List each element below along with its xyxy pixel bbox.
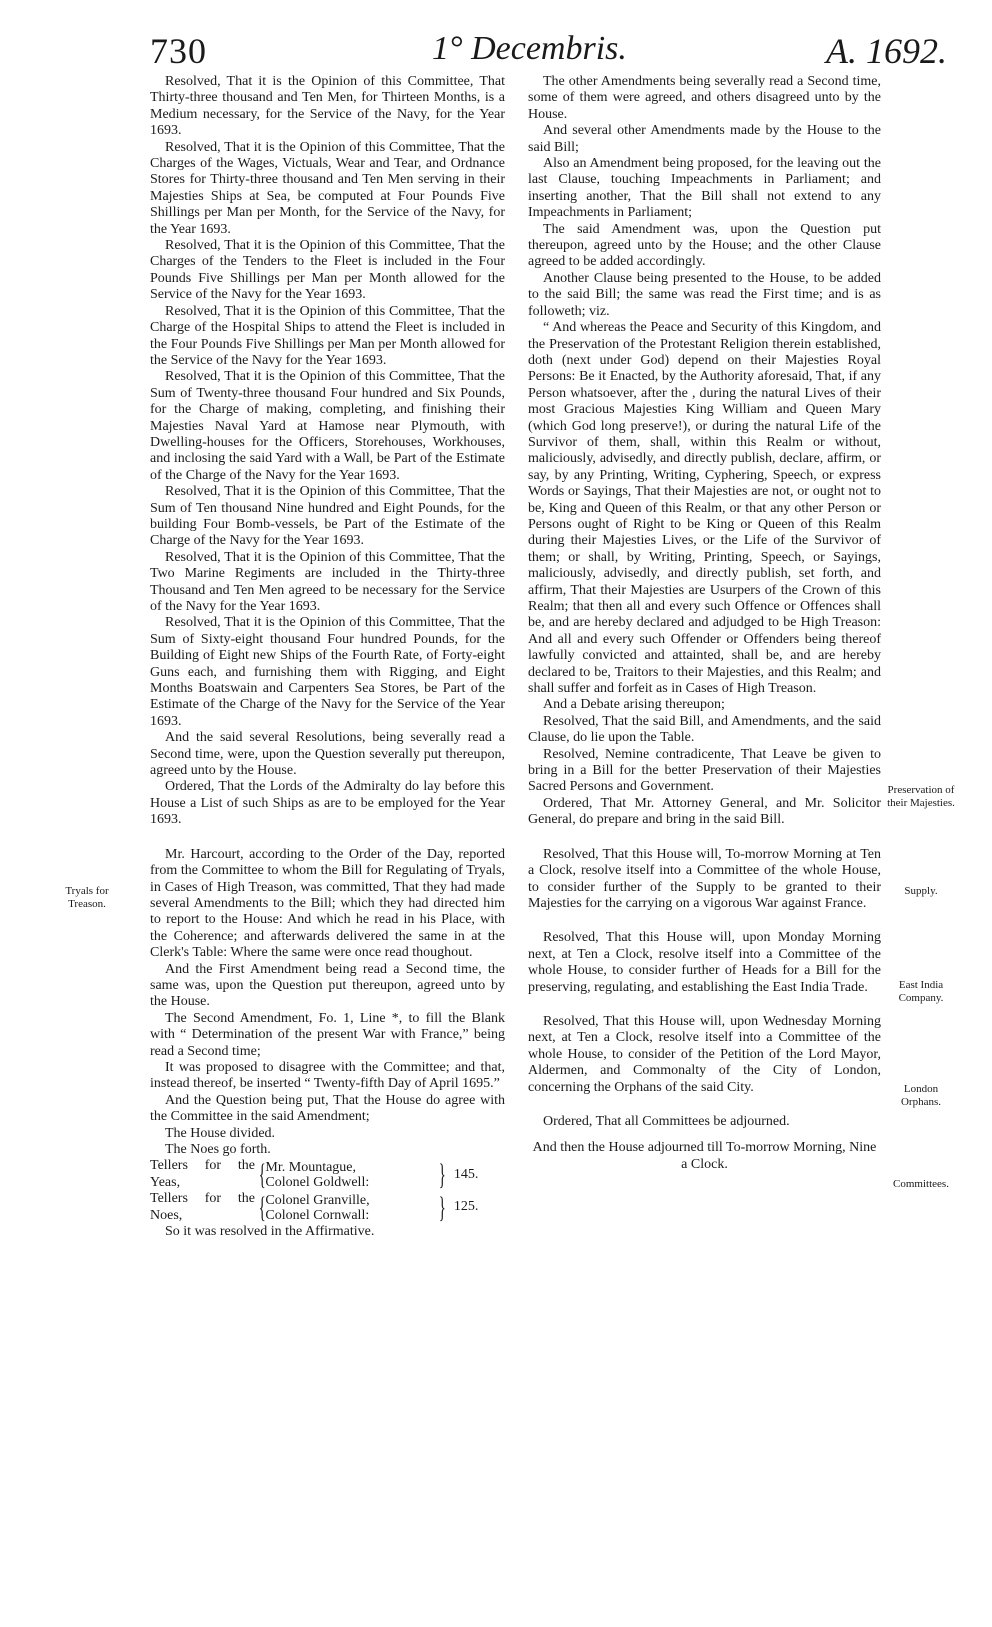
paragraph: Resolved, That it is the Opinion of this Committee, That the Charge of the Hospital Ships to attend the Fleet is included in the Four Pounds Five Shillings per Man per Month allowed for the Service of the Navy for the Year 1693. [150, 303, 505, 368]
paragraph: Resolved, That it is the Opinion of this Committee, That the Two Marine Regiments are included in the Thirty-three Thousand and Ten Men agreed to be necessary for the Service of the Navy for the Year 1693. [150, 549, 505, 614]
margin-note-london: London Orphans. [900, 1083, 942, 1108]
tellers-noes-label: Tellers for the Noes, [150, 1191, 255, 1223]
tellers-yeas-count: 145. [453, 1166, 479, 1182]
tellers-noes-count: 125. [453, 1199, 479, 1215]
paragraph: Resolved, That it is the Opinion of this Committee, That the Sum of Sixty-eight thousand Four hundred Pounds, for the Building of Eight new Ships of the Fourth Rate, of Forty-eight Guns each, and furnishing them with Rigging, and Eight Months Boatswain and Carpenters Sea Stores, be Part of the Estimate of the Charge of the Navy for the Service of the Year 1693. [150, 615, 505, 729]
paragraph: Ordered, That the Lords of the Admiralty do lay before this House a List of such Ships as are to be employed for the Year 1693. [150, 779, 505, 828]
paragraph: Mr. Harcourt, according to the Order of the Day, reported from the Committee to whom the Bill for Regulating of Tryals, in Cases of High Treason, was committed, That they had made several Amendments to the Bill; which they had directed him to report to the House: And which he read in his Place, with the Coherence; and afterwards delivered the same in at the Clerk's Table: Where the same were once read thoughout. [150, 846, 505, 961]
teller-name: Mr. Mountague, [265, 1159, 357, 1175]
paragraph: Also an Amendment being proposed, for the leaving out the last Clause, touching Impeachments in Parliament; and inserting another, That the Bill shall not extend to any Impeachments in Parliament; [528, 156, 881, 221]
brace-open: { [258, 1157, 266, 1191]
paragraph: The said Amendment was, upon the Question put thereupon, agreed unto by the House; and the other Clause agreed to be added accordingly. [528, 221, 881, 270]
page-year: A. 1692. [826, 31, 947, 71]
paragraph: The other Amendments being severally read a Second time, some of them were agreed, and others disagreed unto by the House. [528, 74, 881, 122]
brace-close: } [439, 1157, 447, 1191]
paragraph: So it was resolved in the Affirmative. [165, 1224, 375, 1240]
tellers-yeas-names [265, 1160, 435, 1190]
paragraph: And then the House adjourned till To-morrow Morning, Nine a Clock. [532, 1140, 877, 1172]
paragraph: Resolved, That this House will, upon Monday Morning next, at Ten a Clock, resolve itself into a Committee of the whole House, to consider further of Heads for a Bill for the preserving, regulating, and establishing the East India Trade. [528, 930, 881, 995]
paragraph: And a Debate arising thereupon; [543, 697, 725, 713]
paragraph: Resolved, That it is the Opinion of this Committee, That the Charges of the Tenders to the Fleet is included in the Four Pounds Five Shillings per Man per Month allowed for the Service of the Navy for the Year 1693. [150, 238, 505, 303]
paragraph: Ordered, That all Committees be adjourned. [543, 1113, 790, 1129]
margin-note-east-india: East India Company. [898, 979, 944, 1004]
page-date: 1° Decembris. [432, 30, 627, 67]
paragraph: It was proposed to disagree with the Committee; and that, instead thereof, be inserted “ Twenty-fifth Day of April 1695.” [150, 1059, 505, 1092]
teller-name: Colonel Cornwall: [265, 1207, 370, 1223]
paragraph: The House divided. [165, 1125, 276, 1141]
paragraph: “ And whereas the Peace and Security of this Kingdom, and the Preservation of the Protestant Religion therein established, doth (next under God) depend on their Majesties Royal Persons: Be it Enacted, by the Authority aforesaid, That, if any Person whatsoever, after the , during the natural Lives of their most Gracious Majesties King William and Queen Mary (which God long preserve!), or during the natural Life of the Survivor of them, shall, within this Realm or without, maliciously, advisedly, and directly publish, declare, affirm, or say, by any Printing, Writing, Cyphering, Speech, or express Words or Sayings, That their Majesties are not, or ought not to be, King and Queen of this Realm, or that any other Person or Persons ought of Right to be King or Queen of this Realm during their Majesties Lives, or the Life of the Survivor of them; or shall, by Writing, Printing, Speech, or Sayings, maliciously, advisedly, and directly publish, set forth, and affirm, That their Majesties are Usurpers of the Crown of this Realm; that then all and every such Offence or Offences shall be, and are hereby declared and adjudged to be High Treason: And all and every such Offender or Offenders being thereof lawfully convicted and attainted, shall be, and are hereby declared to be, Traitors to their Majesties, and this Realm; and shall suffer and forfeit as in Cases of High Treason. [528, 320, 881, 697]
tellers-noes [150, 1191, 505, 1224]
tellers-yeas-label: Tellers for the Yeas, [150, 1158, 255, 1190]
teller-name: Colonel Granville, [265, 1192, 370, 1208]
tellers-yeas [150, 1158, 505, 1191]
paragraph: The Noes go forth. [165, 1142, 271, 1157]
left-column [150, 74, 505, 1240]
paragraph: Resolved, That it is the Opinion of this Committee, That the Sum of Ten thousand Nine hundred and Eight Pounds, for the building Four Bomb-vessels, be Part of the Estimate of the Charge of the Navy for the Year 1693. [150, 484, 505, 549]
paragraph: And the Question being put, That the House do agree with the Committee in the said Amendment; [150, 1092, 505, 1125]
paragraph: Another Clause being presented to the House, to be added to the said Bill; the same was read the First time; and is as followeth; viz. [528, 270, 881, 319]
paragraph: Resolved, That it is the Opinion of this Committee, That the Sum of Twenty-three thousand Four hundred and Six Pounds, for the Charge of making, completing, and finishing their Majesties Naval Yard at Hamose near Plymouth, with Dwelling-houses for the Officers, Storehouses, Workhouses, and inclosing the said Yard with a Wall, be Part of the Estimate of the Charge of the Navy for the Year 1693. [150, 369, 505, 483]
margin-note-preservation: Preservation of their Majesties. [887, 784, 955, 809]
tellers-noes-names [265, 1193, 435, 1223]
right-column [528, 74, 881, 1173]
page-header [0, 22, 992, 72]
page-number: 730 [150, 31, 207, 71]
brace-close: } [439, 1190, 447, 1224]
paragraph: And the First Amendment being read a Second time, the same was, upon the Question put thereupon, agreed unto by the House. [150, 961, 505, 1010]
paragraph: Resolved, That it is the Opinion of this Committee, That Thirty-three thousand and Ten Men, for Thirteen Months, is a Medium necessary, for the Service of the Navy, for the Year 1693. [150, 74, 505, 139]
paragraph: Resolved, That this House will, To-morrow Morning at Ten a Clock, resolve itself into a Committee of the whole House, to consider further of the Supply to be granted to their Majesties for the carrying on a vigorous War against France. [528, 846, 881, 911]
paragraph: Resolved, Nemine contradicente, That Leave be given to bring in a Bill for the better Preservation of their Majesties Sacred Persons and Government. [528, 746, 881, 795]
brace-open: { [258, 1190, 266, 1224]
paragraph: Resolved, That it is the Opinion of this Committee, That the Charges of the Wages, Victuals, Wear and Tear, and Ordnance Stores for Thirty-three thousand and Ten Men serving in their Majesties Ships at Sea, be computed at Four Pounds Five Shillings per Man per Month, for the Service of the Navy, for the Year 1693. [150, 139, 505, 237]
margin-note-supply: Supply. [904, 885, 938, 897]
paragraph: Ordered, That Mr. Attorney General, and Mr. Solicitor General, do prepare and bring in the said Bill. [528, 795, 881, 828]
paragraph: And the said several Resolutions, being severally read a Second time, were, upon the Question severally put thereupon, agreed unto by the House. [150, 730, 505, 779]
margin-note-committees: Committees. [893, 1178, 949, 1190]
teller-name: Colonel Goldwell: [265, 1174, 370, 1190]
paragraph: The Second Amendment, Fo. 1, Line *, to fill the Blank with “ Determination of the present War with France,” being read a Second time; [150, 1010, 505, 1059]
margin-note-tryals: Tryals for Treason. [65, 885, 109, 910]
paragraph: Resolved, That the said Bill, and Amendments, and the said Clause, do lie upon the Table. [528, 713, 881, 746]
paragraph: And several other Amendments made by the House to the said Bill; [528, 123, 881, 155]
paragraph: Resolved, That this House will, upon Wednesday Morning next, at Ten a Clock, resolve itself into a Committee of the whole House, to consider of the Petition of the Lord Mayor, Aldermen, and Commonalty of the City of London, concerning the Orphans of the said City. [528, 1013, 881, 1095]
